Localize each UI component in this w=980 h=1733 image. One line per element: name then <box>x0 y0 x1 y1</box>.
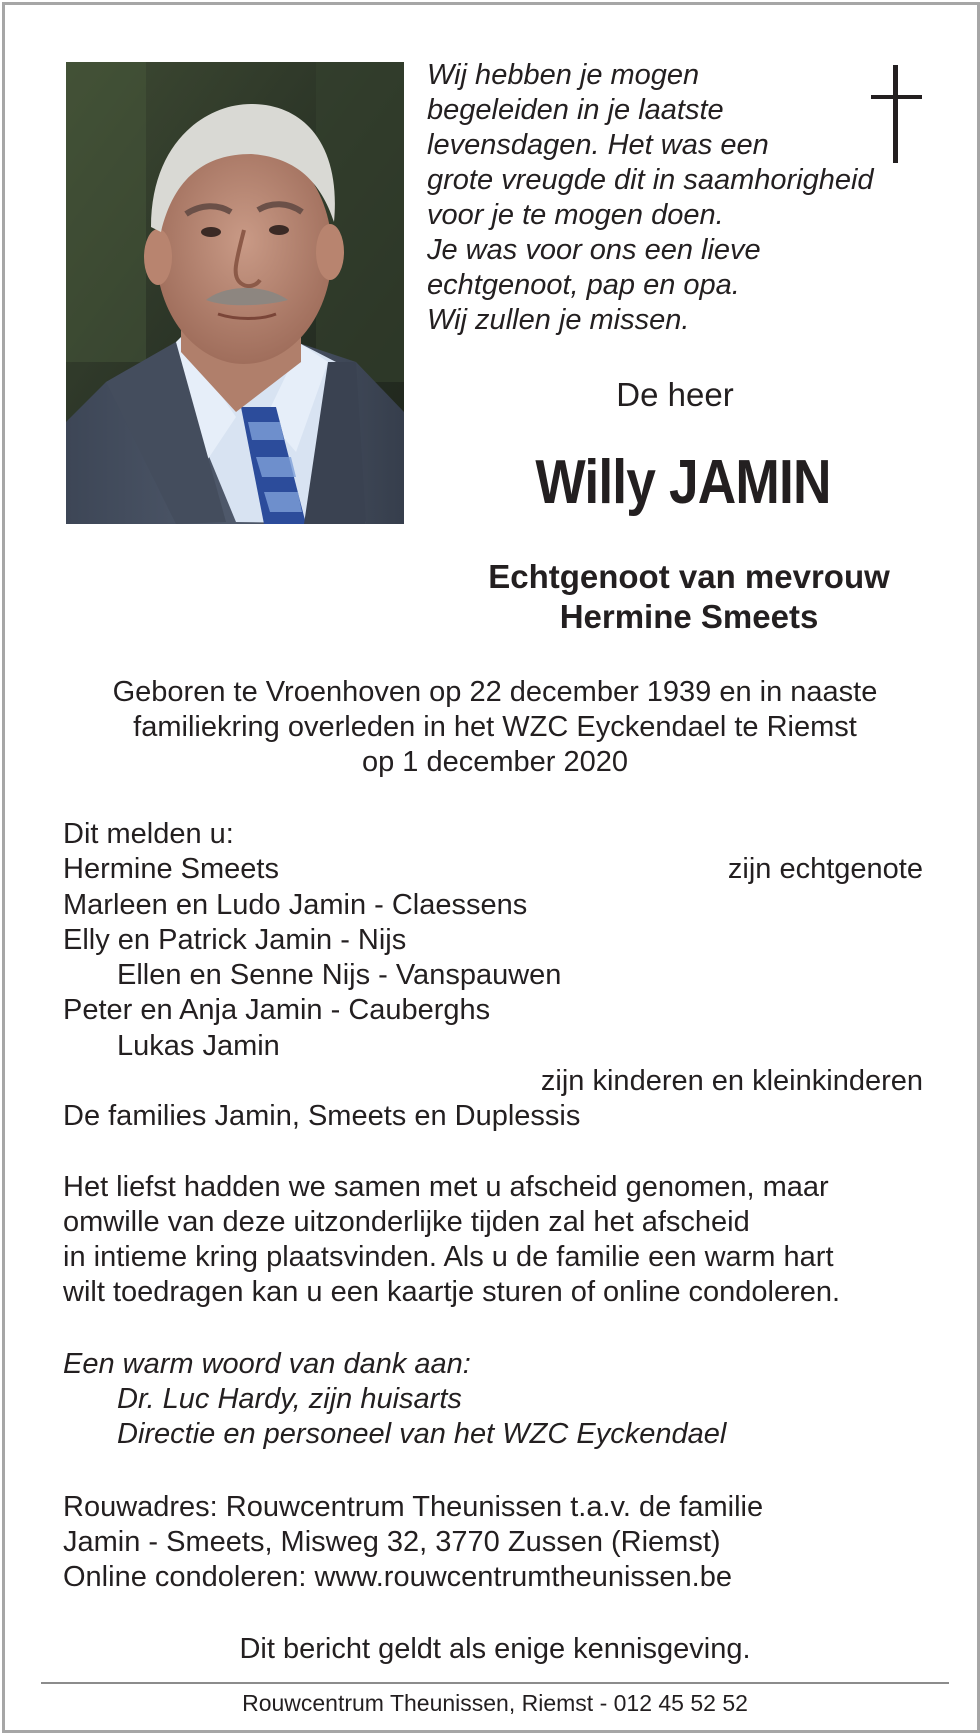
family-announcement <box>63 817 923 1135</box>
farewell-line: Het liefst hadden we samen met u afscheid genomen, maar <box>63 1171 829 1203</box>
poem-line: voor je te mogen doen. <box>427 199 724 231</box>
address-line: Online condoleren: www.rouwcentrumtheunissen.be <box>63 1561 732 1593</box>
spouse-info <box>435 557 943 637</box>
cross-icon <box>865 65 925 165</box>
child-entry: Elly en Patrick Jamin - Nijs <box>63 923 407 956</box>
thanks-item: Directie en personeel van het WZC Eyckendael <box>117 1418 727 1450</box>
announcement-intro: Dit melden u: <box>63 818 234 850</box>
announcement-row <box>63 888 923 923</box>
farewell-paragraph <box>63 1170 943 1310</box>
poem-line: echtgenoot, pap en opa. <box>427 269 740 301</box>
announcement-row <box>63 1064 923 1099</box>
announcement-row <box>63 817 923 852</box>
birth-death-line: familiekring overleden in het WZC Eyckendael te Riemst <box>133 711 857 743</box>
grandchild-entry: Ellen en Senne Nijs - Vanspauwen <box>117 959 562 992</box>
deceased-name: Willy JAMIN <box>535 448 831 517</box>
families-entry: De families Jamin, Smeets en Duplessis <box>63 1100 581 1133</box>
announcement-row <box>63 923 923 958</box>
portrait-photo <box>66 62 404 524</box>
announcement-row <box>63 1029 923 1064</box>
farewell-line: in intieme kring plaatsvinden. Als u de familie een warm hart <box>63 1241 834 1273</box>
spouse-entry: Hermine Smeets <box>63 853 279 886</box>
birth-death-line: Geboren te Vroenhoven op 22 december 1939 en in naaste <box>112 676 878 708</box>
poem-line: Wij hebben je mogen <box>427 59 700 91</box>
footer-divider <box>41 1682 949 1684</box>
child-entry: Marleen en Ludo Jamin - Claessens <box>63 888 528 921</box>
farewell-line: omwille van deze uitzonderlijke tijden zal het afscheid <box>63 1206 750 1238</box>
address-line: Rouwadres: Rouwcentrum Theunissen t.a.v. de familie <box>63 1491 764 1523</box>
announcement-row <box>63 958 923 993</box>
thanks-intro: Een warm woord van dank aan: <box>63 1348 471 1380</box>
grandchild-entry: Lukas Jamin <box>117 1029 280 1062</box>
children-role: zijn kinderen en kleinkinderen <box>540 1065 923 1098</box>
portrait-image <box>66 62 404 524</box>
child-entry: Peter en Anja Jamin - Cauberghs <box>63 994 491 1027</box>
poem-line: grote vreugde dit in saamhorigheid <box>427 164 874 196</box>
obituary-card <box>2 2 980 1733</box>
address-section <box>63 1490 943 1595</box>
birth-death-line: op 1 december 2020 <box>361 746 629 778</box>
poem-line: levensdagen. Het was een <box>427 129 769 161</box>
salutation: De heer <box>616 376 734 413</box>
notice-text: Dit bericht geldt als enige kennisgeving. <box>239 1633 751 1665</box>
farewell-line: wilt toedragen kan u een kaartje sturen of online condoleren. <box>63 1276 841 1308</box>
announcement-row <box>63 993 923 1028</box>
announcement-row <box>63 852 923 887</box>
address-line: Jamin - Smeets, Misweg 32, 3770 Zussen (Riemst) <box>63 1526 721 1558</box>
thanks-section <box>63 1347 943 1452</box>
spouse-name: Hermine Smeets <box>559 598 819 635</box>
poem-line: Wij zullen je missen. <box>427 304 690 336</box>
birth-death-details <box>45 675 945 780</box>
poem <box>427 58 927 338</box>
thanks-item: Dr. Luc Hardy, zijn huisarts <box>117 1383 462 1415</box>
announcement-row <box>63 1099 923 1134</box>
poem-line: Je was voor ons een lieve <box>427 234 761 266</box>
poem-line: begeleiden in je laatste <box>427 94 724 126</box>
footer-text: Rouwcentrum Theunissen, Riemst - 012 45 52 52 <box>242 1690 748 1716</box>
spouse-line: Echtgenoot van mevrouw <box>488 558 890 595</box>
spouse-role: zijn echtgenote <box>727 853 923 886</box>
